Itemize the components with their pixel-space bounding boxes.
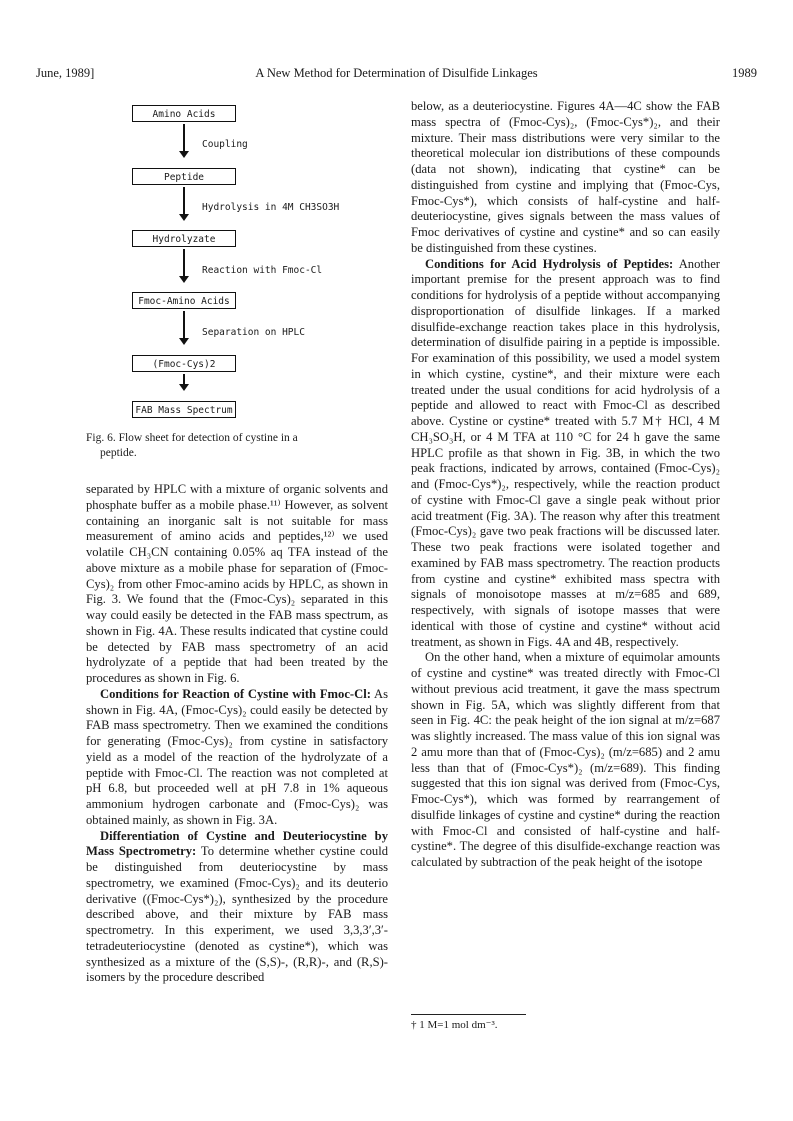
flow-box-peptide: Peptide xyxy=(132,168,236,185)
header-date: June, 1989] xyxy=(36,66,95,80)
caption-line: Fig. 6. Flow sheet for detection of cystine in a xyxy=(86,432,298,444)
paragraph: below, as a deuteriocystine. Figures 4A—4C show the FAB mass spectra of (Fmoc-Cys)₂, (Fmoc-Cys*)₂, and their mixture. Their mass distributions were very similar to the theoretical molecular ion distributions of these compounds (data not shown), indicating that cystine* can be distinguished from cystine and implying that (Fmoc-Cys, Fmoc-Cys*), which consists of half-cystine and half-deuteriocystine, gives signals between the mass values of Fmoc derivatives of cystine and cystine* and so can easily be distinguished from these cystines. xyxy=(411,99,720,255)
page-number: 1989 xyxy=(732,66,757,80)
paragraph-text: To determine whether cystine could be distinguished from deuteriocystine by mass spectrometry, we examined (Fmoc-Cys)₂ and its deuterio derivative ((Fmoc-Cys*)₂), synthesized by the procedure described above, and their mixture by FAB mass spectrometry. In this experiment, we used 3,3,3′,3′-tetradeuteriocystine (denoted as cystine*), which was synthesized as a mixture of the (S,S)-, (R,R)-, and (R,S)-isomers by the procedure described xyxy=(86,844,389,985)
flow-box-fmoc-cys2: (Fmoc-Cys)2 xyxy=(132,355,236,372)
section-heading: Conditions for Acid Hydrolysis of Peptides: xyxy=(425,256,674,271)
flow-arrow-head xyxy=(179,214,189,221)
flow-arrow-head xyxy=(179,151,189,158)
flow-arrow-line xyxy=(183,124,185,152)
flow-box-fab-mass-spectrum: FAB Mass Spectrum xyxy=(132,401,236,418)
flow-arrow-line xyxy=(183,249,185,277)
flow-step-coupling: Coupling xyxy=(202,139,248,150)
flow-step-hydrolysis: Hydrolysis in 4M CH3SO3H xyxy=(202,202,340,213)
paragraph xyxy=(86,687,388,829)
flow-box-hydrolyzate: Hydrolyzate xyxy=(132,230,236,247)
flow-arrow-line xyxy=(183,187,185,215)
flow-box-fmoc-amino-acids: Fmoc-Amino Acids xyxy=(132,292,236,309)
paragraph-text: Another important premise for the present approach was to find conditions for hydrolysis of a peptide without accompanying disproportionation of disulfide linkages. If a marked disulfide-exchange reaction takes place in this hydrolysis, determination of disulfide pairing in a peptide is impossible. For examination of this possibility, we used a model system in which cystine, cystine*, and their mixture were each treated under the usual conditions for acid hydrolysis of a peptide and allowed to react with Fmoc-Cl as described above. Cystine or cystine* treated with 5.7 M† HCl, 4 M CH₃SO₃H, or 4 M TFA at 110 °C for 24 h gave the same HPLC profile as that shown in Fig. 3B, in which the two peak fractions, indicated by arrows, contained (Fmoc-Cys)₂ and (Fmoc-Cys*)₂, respectively, while the reaction product of cystine with Fmoc-Cl gave a single peak without prior acid treatment (Fig. 3A). The reason why after this treatment (Fmoc-Cys)₂ gave two peak fractions will be discussed later. These two peak fractions were isolated together and examined by FAB mass spectrometry. The reaction products from cystine and cystine* exhibited mass spectra with signals of monoisotope masses at m/z=685 and 689, respectively, with signals of isotope masses that were identical with those of cystine and cystine* without acid treatment, as shown in Figs. 4A and 4B, respectively. xyxy=(411,256,720,649)
footnote-rule xyxy=(411,1014,526,1015)
figure-caption xyxy=(86,431,386,461)
running-header xyxy=(36,66,757,84)
flow-box-amino-acids: Amino Acids xyxy=(132,105,236,122)
paragraph xyxy=(411,257,720,651)
left-column xyxy=(86,482,388,986)
flow-arrow-head xyxy=(179,338,189,345)
header-title: A New Method for Determination of Disulfide Linkages xyxy=(255,66,538,80)
flow-arrow-head xyxy=(179,276,189,283)
flow-arrow-head xyxy=(179,384,189,391)
flow-arrow-line xyxy=(183,311,185,339)
footnote: † 1 M=1 mol dm⁻³. xyxy=(411,1019,498,1031)
caption-line: peptide. xyxy=(100,447,137,459)
right-column xyxy=(411,99,720,871)
section-heading: Conditions for Reaction of Cystine with Fmoc-Cl: xyxy=(100,686,371,701)
flow-step-separation: Separation on HPLC xyxy=(202,327,305,338)
paragraph-text: As shown in Fig. 4A, (Fmoc-Cys)₂ could easily be detected by FAB mass spectrometry. Then we examined the conditions for generating (Fmoc-Cys)₂ from cystine in satisfactory yield as a model of the reaction of the hydrolyzate of a peptide with Fmoc-Cl. The reaction was not completed at pH 6.8, but proceeded well at pH 7.8 in 1% aqueous ammonium hydrogen carbonate and (Fmoc-Cys)₂ was obtained mainly, as shown in Fig. 3A. xyxy=(86,686,388,827)
section-heading: Differentiation of Cystine and Deuteriocystine by Mass Spectrometry: xyxy=(86,828,388,859)
flow-sheet xyxy=(132,102,372,432)
paragraph: On the other hand, when a mixture of equimolar amounts of cystine and cystine* was treated directly with Fmoc-Cl without previous acid treatment, it gave the mass spectrum shown in Fig. 5A, which was slightly different from that seen in Fig. 4C: the peak height of the ion signal at m/z=687 was slightly increased. The mass value of this ion signal was 2 amu more than that of (Fmoc-Cys)₂ (m/z=685) and 2 amu less than that of (Fmoc-Cys*)₂ (m/z=689). This finding suggested that this ion signal was derived from (Fmoc-Cys, Fmoc-Cys*), which was formed by rearrangement of disulfide linkages of cystine and cystine* during the reaction with Fmoc-Cl and consisted of half-cystine and half-cystine*. The degree of this disulfide-exchange reaction was calculated by subtraction of the peak height of the isotope xyxy=(411,650,720,869)
flow-step-reaction: Reaction with Fmoc-Cl xyxy=(202,265,323,276)
paragraph xyxy=(86,829,388,987)
paragraph: separated by HPLC with a mixture of organic solvents and phosphate buffer as a mobile phase.¹¹⁾ However, as solvent containing an inorganic salt is not suitable for mass measurement of amino acids and peptides,¹²⁾ we used volatile CH₃CN containing 0.05% aq TFA instead of the above mixture as a mobile phase for separation of (Fmoc-Cys)₂ from other Fmoc-amino acids by HPLC, as shown in Fig. 3. We found that the (Fmoc-Cys)₂ separated in this way could easily be detected in the FAB mass spectrum, as shown in Fig. 4A. These results indicated that cystine could be detected by FAB mass spectrometry of an acid hydrolyzate of a peptide that had been treated by the procedures as shown in Fig. 6. xyxy=(86,482,388,685)
